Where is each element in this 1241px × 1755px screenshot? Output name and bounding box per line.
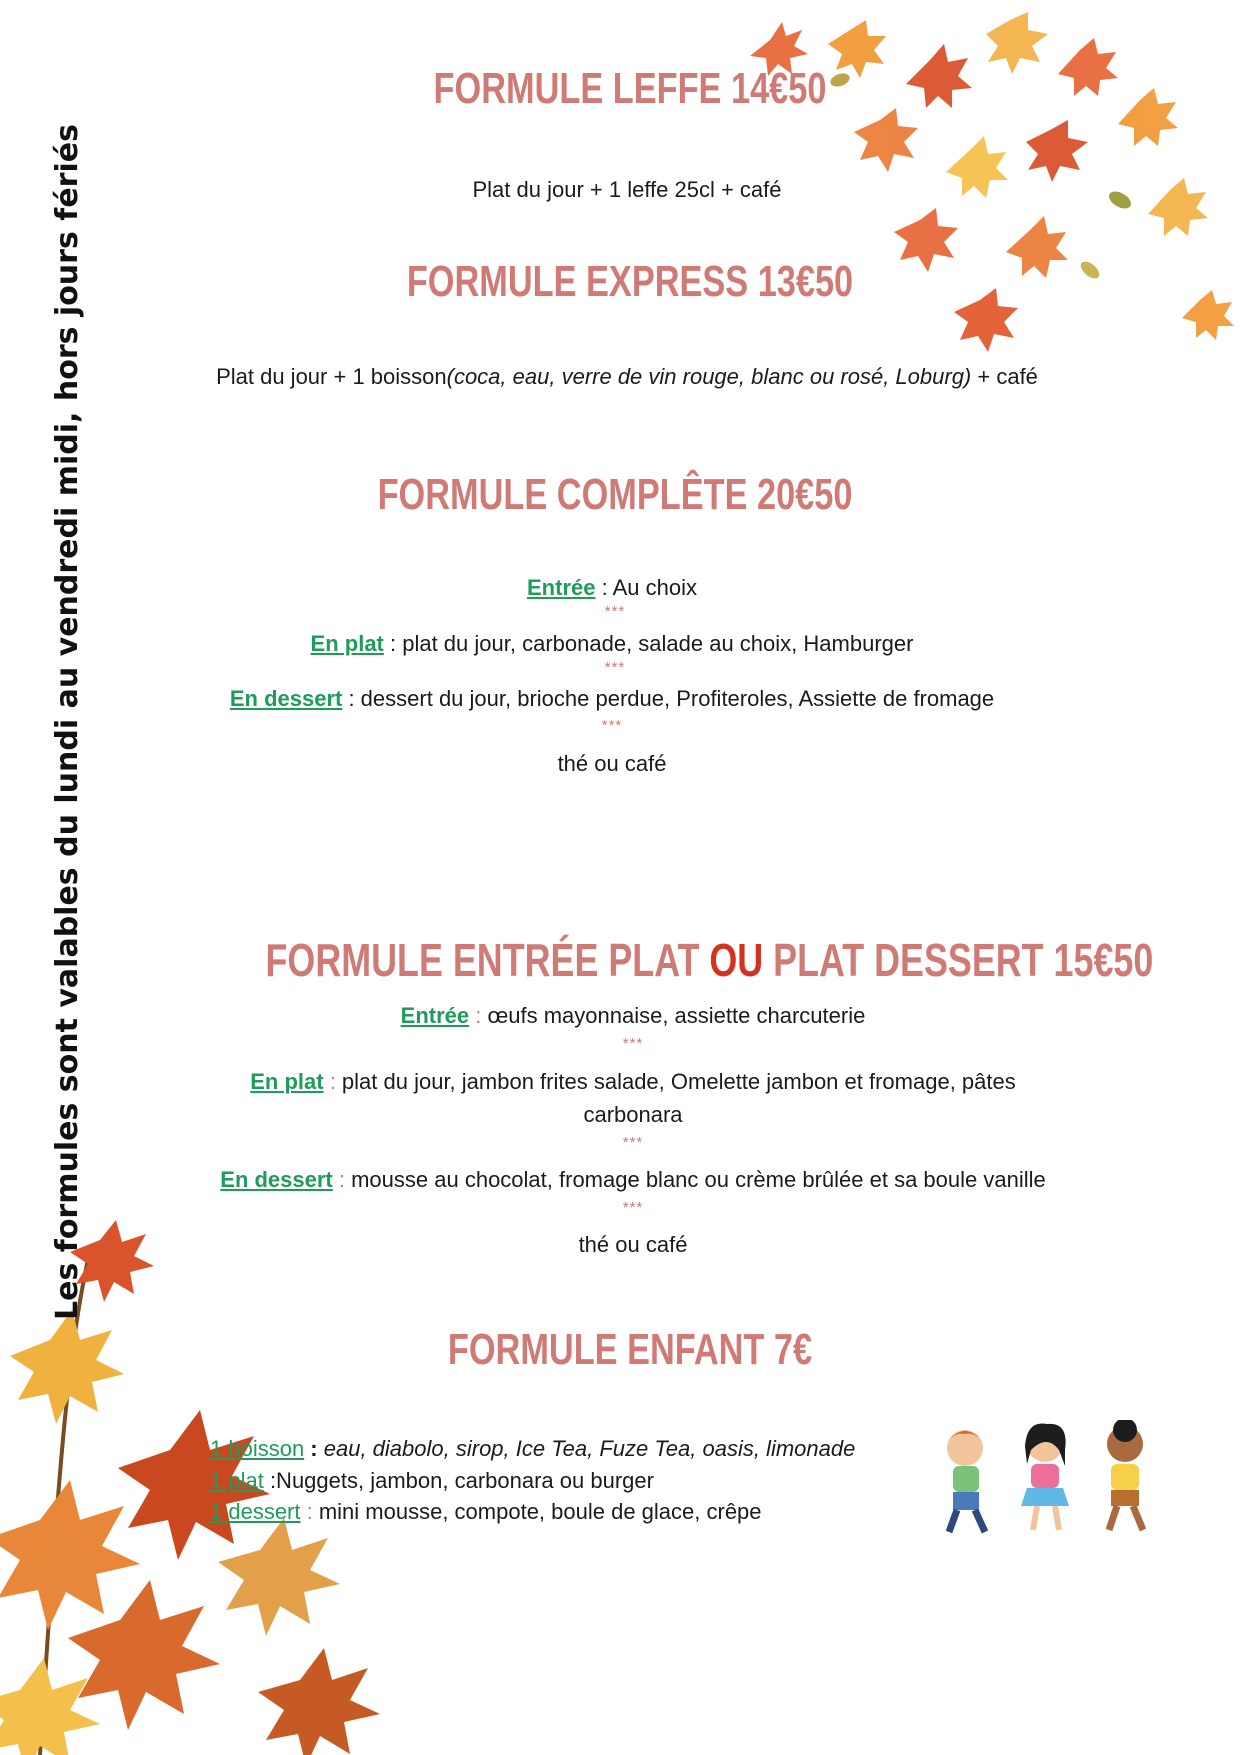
complete-dessert-line [112, 686, 1112, 712]
complete-separator-2: *** [604, 659, 626, 676]
express-drink-options: (coca, eau, verre de vin rouge, blanc ou rosé, Loburg) [446, 364, 972, 389]
entree-plat-entree-text: œufs mayonnaise, assiette charcuterie [487, 1003, 866, 1028]
entree-plat-separator-2: *** [622, 1134, 644, 1151]
entree-plat-entree-colon: : [469, 1003, 488, 1028]
validity-notice-vertical: Les formules sont valables du lundi au vendredi midi, hors jours fériés [50, 124, 85, 1320]
entree-plat-plat-colon: : [323, 1069, 342, 1094]
entree-plat-plat-line [133, 1069, 1133, 1095]
enfant-dessert-line [210, 1499, 762, 1525]
entree-plat-title-end: PLAT DESSERT 15€50 [763, 934, 1154, 986]
complete-separator-1: *** [604, 603, 626, 620]
complete-dessert-text: : dessert du jour, brioche perdue, Profiteroles, Assiette de fromage [342, 686, 995, 711]
entree-plat-title-start: FORMULE ENTRÉE PLAT [265, 934, 710, 986]
enfant-dessert-label: 1 dessert [210, 1499, 301, 1524]
entree-plat-dessert-text: mousse au chocolat, fromage blanc ou crème brûlée et sa boule vanille [351, 1167, 1046, 1192]
entree-plat-plat-label: En plat [250, 1069, 324, 1094]
entree-plat-title-ou: OU [709, 934, 764, 986]
entree-plat-dessert-line [133, 1167, 1133, 1193]
children-illustration [935, 1420, 1165, 1540]
formule-leffe-title: FORMULE LEFFE 14€50 [433, 64, 827, 113]
enfant-dessert-text: mini mousse, compote, boule de glace, crêpe [318, 1499, 762, 1524]
entree-plat-plat-text: plat du jour, jambon frites salade, Omelette jambon et fromage, pâtes [341, 1069, 1016, 1094]
entree-plat-dessert-colon: : [332, 1167, 352, 1192]
formule-entree-plat-title [265, 933, 1154, 987]
enfant-boisson-label: 1 boisson [210, 1436, 305, 1461]
enfant-dessert-colon: : [300, 1499, 319, 1524]
entree-plat-boisson: thé ou café [578, 1232, 688, 1257]
complete-dessert-label: En dessert [229, 686, 343, 711]
formule-complete-title: FORMULE COMPLÊTE 20€50 [377, 470, 853, 519]
express-line-end: + café [971, 364, 1038, 389]
enfant-boisson-colon: : [304, 1436, 324, 1461]
formule-leffe-description: Plat du jour + 1 leffe 25cl + café [472, 177, 782, 202]
enfant-plat-line [210, 1468, 654, 1494]
complete-plat-text: : plat du jour, carbonade, salade au choix, Hamburger [383, 631, 914, 656]
formule-enfant-title: FORMULE ENFANT 7€ [447, 1325, 813, 1374]
complete-plat-label: En plat [310, 631, 384, 656]
formule-express-description [127, 364, 1127, 390]
complete-separator-3: *** [601, 717, 623, 734]
entree-plat-entree-line [133, 1003, 1133, 1029]
entree-plat-separator-3: *** [622, 1199, 644, 1216]
complete-boisson: thé ou café [557, 751, 667, 776]
enfant-plat-label: 1 plat [210, 1468, 264, 1493]
complete-entree-line [112, 575, 1112, 601]
complete-entree-text: : Au choix [595, 575, 697, 600]
enfant-boisson-text: eau, diabolo, sirop, Ice Tea, Fuze Tea, oasis, limonade [323, 1436, 856, 1461]
entree-plat-entree-label: Entrée [400, 1003, 470, 1028]
entree-plat-dessert-label: En dessert [220, 1167, 333, 1192]
complete-plat-line [112, 631, 1112, 657]
enfant-boisson-line [210, 1436, 855, 1462]
formule-express-title: FORMULE EXPRESS 13€50 [406, 257, 854, 306]
complete-entree-label: Entrée [527, 575, 596, 600]
entree-plat-plat-line-2: carbonara [583, 1102, 683, 1127]
entree-plat-separator-1: *** [622, 1035, 644, 1052]
express-line-start: Plat du jour + 1 boisson [216, 364, 447, 389]
enfant-plat-text: :Nuggets, jambon, carbonara ou burger [263, 1468, 654, 1493]
